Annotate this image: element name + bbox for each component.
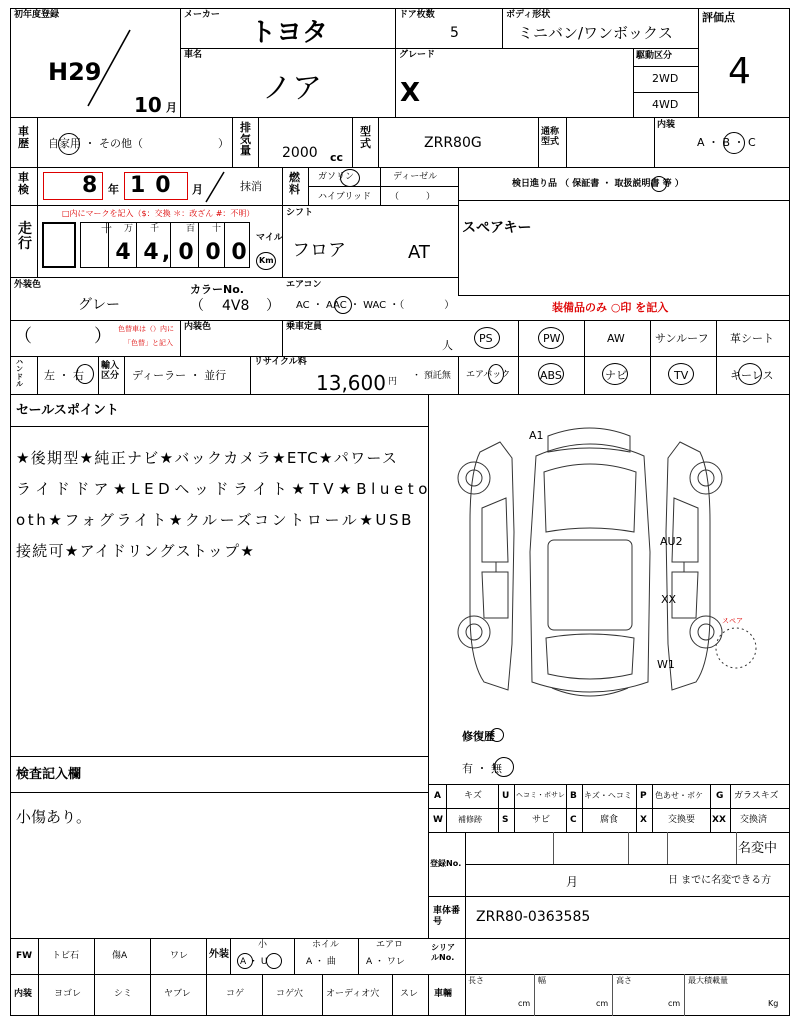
body-label: ボディ形状	[506, 10, 551, 20]
aero-options: A ・ ワレ	[366, 957, 405, 967]
unit-sen: 千	[150, 224, 160, 234]
spare-label: スペア	[722, 617, 743, 625]
legend-code: C	[570, 815, 577, 825]
equip-navi: ナビ	[605, 369, 627, 382]
shift-label: シフト	[286, 208, 314, 218]
name-change-label: 名変中	[738, 841, 778, 856]
recycle-note: ・ 預託無	[412, 371, 451, 381]
equip-ps: PS	[479, 332, 493, 345]
shaken-year: 8	[82, 173, 98, 198]
mile-label: マイル	[256, 233, 283, 243]
legend-desc: 交換要	[668, 815, 696, 825]
docs-label: 検日進り品 （ 保証書 ・ 取扱説明書 等 ）	[512, 179, 684, 189]
model-value: ZRR80G	[424, 135, 482, 151]
fuel-label: 燃料	[289, 171, 300, 197]
fuel-diesel: ディーゼル	[393, 172, 438, 182]
interior-damage-label: 内装	[14, 989, 33, 999]
jikayou-circle	[58, 133, 80, 155]
car-name-label: 車名	[184, 50, 203, 60]
registration-day-note: 日 までに名変できる方	[668, 875, 772, 886]
equipment-title: 装備品のみ ○印 を記入	[552, 301, 669, 314]
fuel-hybrid: ハイブリッド	[318, 192, 372, 202]
damage-mark-xx: XX	[661, 593, 677, 606]
legend-code: B	[570, 791, 577, 801]
unit-man: 万	[124, 224, 134, 234]
serial-label: シリアルNo.	[431, 943, 455, 962]
vehicle-size-label: 車輛	[434, 989, 453, 999]
damage-mark-w1: W1	[657, 658, 675, 671]
paint-paren-open: （	[14, 326, 32, 347]
car-name-value: ノア	[262, 71, 322, 106]
recycle-unit: 円	[388, 377, 398, 387]
fuel-gasoline: ガソリン	[318, 172, 355, 182]
legend-desc: ガラスキズ	[734, 791, 779, 801]
legend-desc: キズ	[464, 791, 482, 801]
sales-line: oth★フォグライト★クルーズコントロール★USB	[16, 511, 414, 529]
aero-label: エアロ	[376, 940, 404, 950]
car-diagram	[440, 412, 780, 712]
height-label: 高さ	[616, 976, 632, 985]
legend-desc: 色あせ・ボケ	[655, 791, 703, 800]
wheel-label: ホイル	[312, 940, 340, 950]
airbag-circle	[488, 364, 504, 384]
doors-value: 5	[450, 25, 459, 41]
doors-label: ドア枚数	[399, 10, 435, 20]
mileage-label: 走行	[18, 221, 32, 253]
mileage-box-lead	[42, 222, 76, 268]
length-label: 長さ	[468, 976, 484, 985]
crack-label: ワレ	[170, 951, 189, 961]
unit-juu: 十	[212, 224, 222, 234]
legend-code: U	[502, 791, 510, 801]
audio-hole-label: オーディオ穴	[326, 989, 380, 999]
color-note-1: 色替車は（）内に	[118, 325, 174, 333]
burn-hole-label: コゲ穴	[276, 989, 304, 999]
legend-code: P	[640, 791, 647, 801]
legend-code: X	[640, 815, 647, 825]
maker-label: メーカー	[184, 10, 220, 20]
mileage-digit: 4	[115, 240, 131, 265]
inspection-label: 検査記入欄	[16, 767, 82, 782]
shaken-month-unit: 月	[192, 183, 203, 196]
equip-keyless: キーレス	[730, 369, 774, 382]
right-handle-circle	[76, 364, 94, 384]
exterior-color-value: グレー	[78, 297, 120, 313]
mileage-digit: 4	[143, 240, 159, 265]
shaken-month: 10	[130, 173, 181, 198]
legend-desc: 交換済	[740, 815, 768, 825]
wheel-options: A ・ 曲	[306, 957, 336, 967]
legend-code: XX	[712, 815, 726, 825]
aircon-options: AC ・ AAC ・ WAC ・（ ）	[296, 300, 455, 311]
tobiishi-label: トビ石	[52, 951, 80, 961]
small-label: 小	[258, 940, 268, 950]
shaken-label: 車検	[18, 171, 29, 197]
displacement-value: 2000	[282, 145, 318, 161]
date-slash	[80, 28, 140, 108]
interior-label: 内装	[657, 120, 676, 130]
pw-circle	[538, 327, 564, 349]
legend-desc: キズ・ヘコミ	[584, 791, 632, 800]
drive-label: 駆動区分	[636, 51, 673, 61]
first-reg-month-unit: 月	[166, 101, 177, 114]
height-unit: cm	[668, 999, 681, 1008]
mileage-digit: 0	[231, 240, 247, 265]
exterior-label: 外装	[209, 949, 229, 960]
recycle-label: リサイクル料	[254, 357, 307, 367]
length-unit: cm	[518, 999, 531, 1008]
spare-key: スペアキー	[462, 220, 532, 236]
small-a-circle	[237, 953, 253, 969]
shaken-year-unit: 年	[108, 183, 119, 196]
equip-leather: 革シート	[730, 332, 774, 345]
fw-label: FW	[16, 951, 33, 961]
max-load-unit: Kg	[768, 999, 779, 1008]
drive-4wd: 4WD	[652, 98, 679, 111]
damage-mark-a1: A1	[529, 429, 544, 442]
sales-line: ライドドア★LEDヘッドライト★TV★Blueto	[16, 480, 433, 498]
wear-label: スレ	[400, 989, 419, 999]
displacement-unit: cc	[330, 151, 344, 164]
handle-value: 左 ・ 右	[44, 369, 84, 382]
shaken-mashou: 抹消	[240, 180, 262, 193]
legend-code: A	[434, 791, 441, 801]
aac-circle	[334, 296, 352, 314]
manual-circle	[651, 176, 667, 192]
first-reg-label: 初年度登録	[14, 10, 60, 20]
capacity-unit: 人	[442, 339, 453, 352]
sales-points-body	[16, 443, 433, 567]
km-label: Km	[259, 256, 274, 265]
vin-label: 車体番号	[433, 906, 461, 927]
unit-ten-mark: 十	[101, 222, 112, 235]
legend-desc: 補修跡	[458, 815, 482, 824]
legend-desc: 腐食	[600, 815, 619, 825]
mileage-digit: 0	[205, 240, 221, 265]
gasoline-circle	[340, 169, 360, 187]
legend-code: S	[502, 815, 509, 825]
grade-label: グレード	[399, 50, 436, 60]
repair-mark-circle	[490, 728, 504, 742]
mileage-comma: ,	[161, 240, 171, 265]
body-value: ミニバン/ワンボックス	[518, 24, 673, 42]
color-note-2: 「色替」と記入	[124, 339, 173, 347]
repair-none-circle	[494, 757, 514, 777]
sales-line: 接続可★アイドリングストップ★	[16, 542, 256, 560]
burn-label: コゲ	[226, 989, 245, 999]
equip-pw: PW	[543, 332, 561, 345]
exterior-color-label: 外装色	[14, 280, 42, 290]
small-options: A ・ U	[240, 957, 268, 967]
equip-tv: TV	[674, 369, 689, 382]
repair-options: 有 ・ 無	[462, 762, 502, 775]
navi-circle	[602, 363, 628, 385]
color-no-open: （	[190, 298, 204, 314]
tsusho-label: 通称型式	[541, 127, 560, 147]
shaken-slash	[200, 170, 230, 204]
history-close: ）	[218, 137, 229, 150]
registration-month: 月	[566, 875, 579, 889]
fuel-other: （ ）	[390, 192, 436, 202]
legend-code: G	[716, 791, 724, 801]
handle-label: ハンドル	[16, 358, 23, 389]
first-reg-month: 10	[134, 93, 162, 117]
max-load-label: 最大積載量	[688, 976, 728, 985]
shift-position: フロア	[292, 240, 346, 261]
aircon-label: エアコン	[286, 280, 322, 290]
import-label: 輸入区分	[101, 361, 120, 381]
dirt-label: ヨゴレ	[54, 989, 82, 999]
color-no-value: 4V8	[222, 298, 250, 314]
width-unit: cm	[596, 999, 609, 1008]
repair-history-label: 修復歴	[462, 730, 495, 743]
first-reg-year: H29	[48, 58, 102, 86]
capacity-label: 乗車定員	[286, 322, 323, 332]
stain-label: シミ	[114, 989, 133, 999]
grade-value: X	[400, 78, 421, 108]
dealer-value: ディーラー ・ 並行	[132, 369, 227, 382]
ps-circle	[474, 327, 500, 349]
equip-sunroof: サンルーフ	[655, 332, 709, 345]
score-value: 4	[728, 51, 751, 92]
legend-desc: サビ	[532, 815, 551, 825]
abs-circle	[538, 363, 564, 385]
displacement-label: 排気量	[240, 121, 251, 158]
scratch-a-label: 傷A	[112, 951, 128, 961]
damage-mark-au2: AU2	[660, 535, 683, 548]
mileage-note: □内にマークを記入（$：交換 ＊：改ざん #：不明）	[62, 209, 255, 218]
interior-grades: A ・ B ・ C	[697, 136, 756, 149]
legend-code: W	[433, 815, 443, 825]
keyless-circle	[738, 363, 762, 385]
equip-airbag: エアバック	[466, 370, 511, 380]
equip-abs: ABS	[540, 369, 562, 382]
mileage-digit: 0	[178, 240, 194, 265]
interior-color-label: 内装色	[184, 322, 212, 332]
drive-2wd: 2WD	[652, 72, 679, 85]
maker-value: トヨタ	[250, 18, 329, 48]
tear-label: ヤブレ	[164, 989, 191, 999]
paint-paren-close: ）	[94, 326, 112, 347]
recycle-value: 13,600	[316, 371, 386, 395]
width-label: 幅	[538, 976, 546, 985]
registration-label: 登録No.	[430, 859, 462, 868]
history-label: 車歴	[18, 125, 29, 151]
score-label: 評価点	[702, 11, 735, 24]
vin-value: ZRR80-0363585	[476, 909, 591, 925]
model-label: 型式	[360, 125, 371, 151]
equip-aw: AW	[607, 332, 625, 345]
color-no-close: ）	[266, 298, 280, 314]
inspection-text: 小傷あり。	[16, 808, 92, 826]
sales-points-label: セールスポイント	[16, 403, 119, 418]
history-text: 自家用 ・ その他（	[48, 137, 143, 150]
interior-b-circle	[723, 132, 745, 154]
small-u-circle	[266, 953, 282, 969]
sales-line: ★後期型★純正ナビ★バックカメラ★ETC★パワース	[16, 449, 399, 467]
shift-type: AT	[408, 242, 430, 263]
unit-hyaku: 百	[186, 224, 196, 234]
tv-circle	[668, 363, 694, 385]
legend-desc: ヘコミ・ボサレ	[516, 791, 565, 799]
color-no-label: カラーNo.	[190, 283, 244, 296]
